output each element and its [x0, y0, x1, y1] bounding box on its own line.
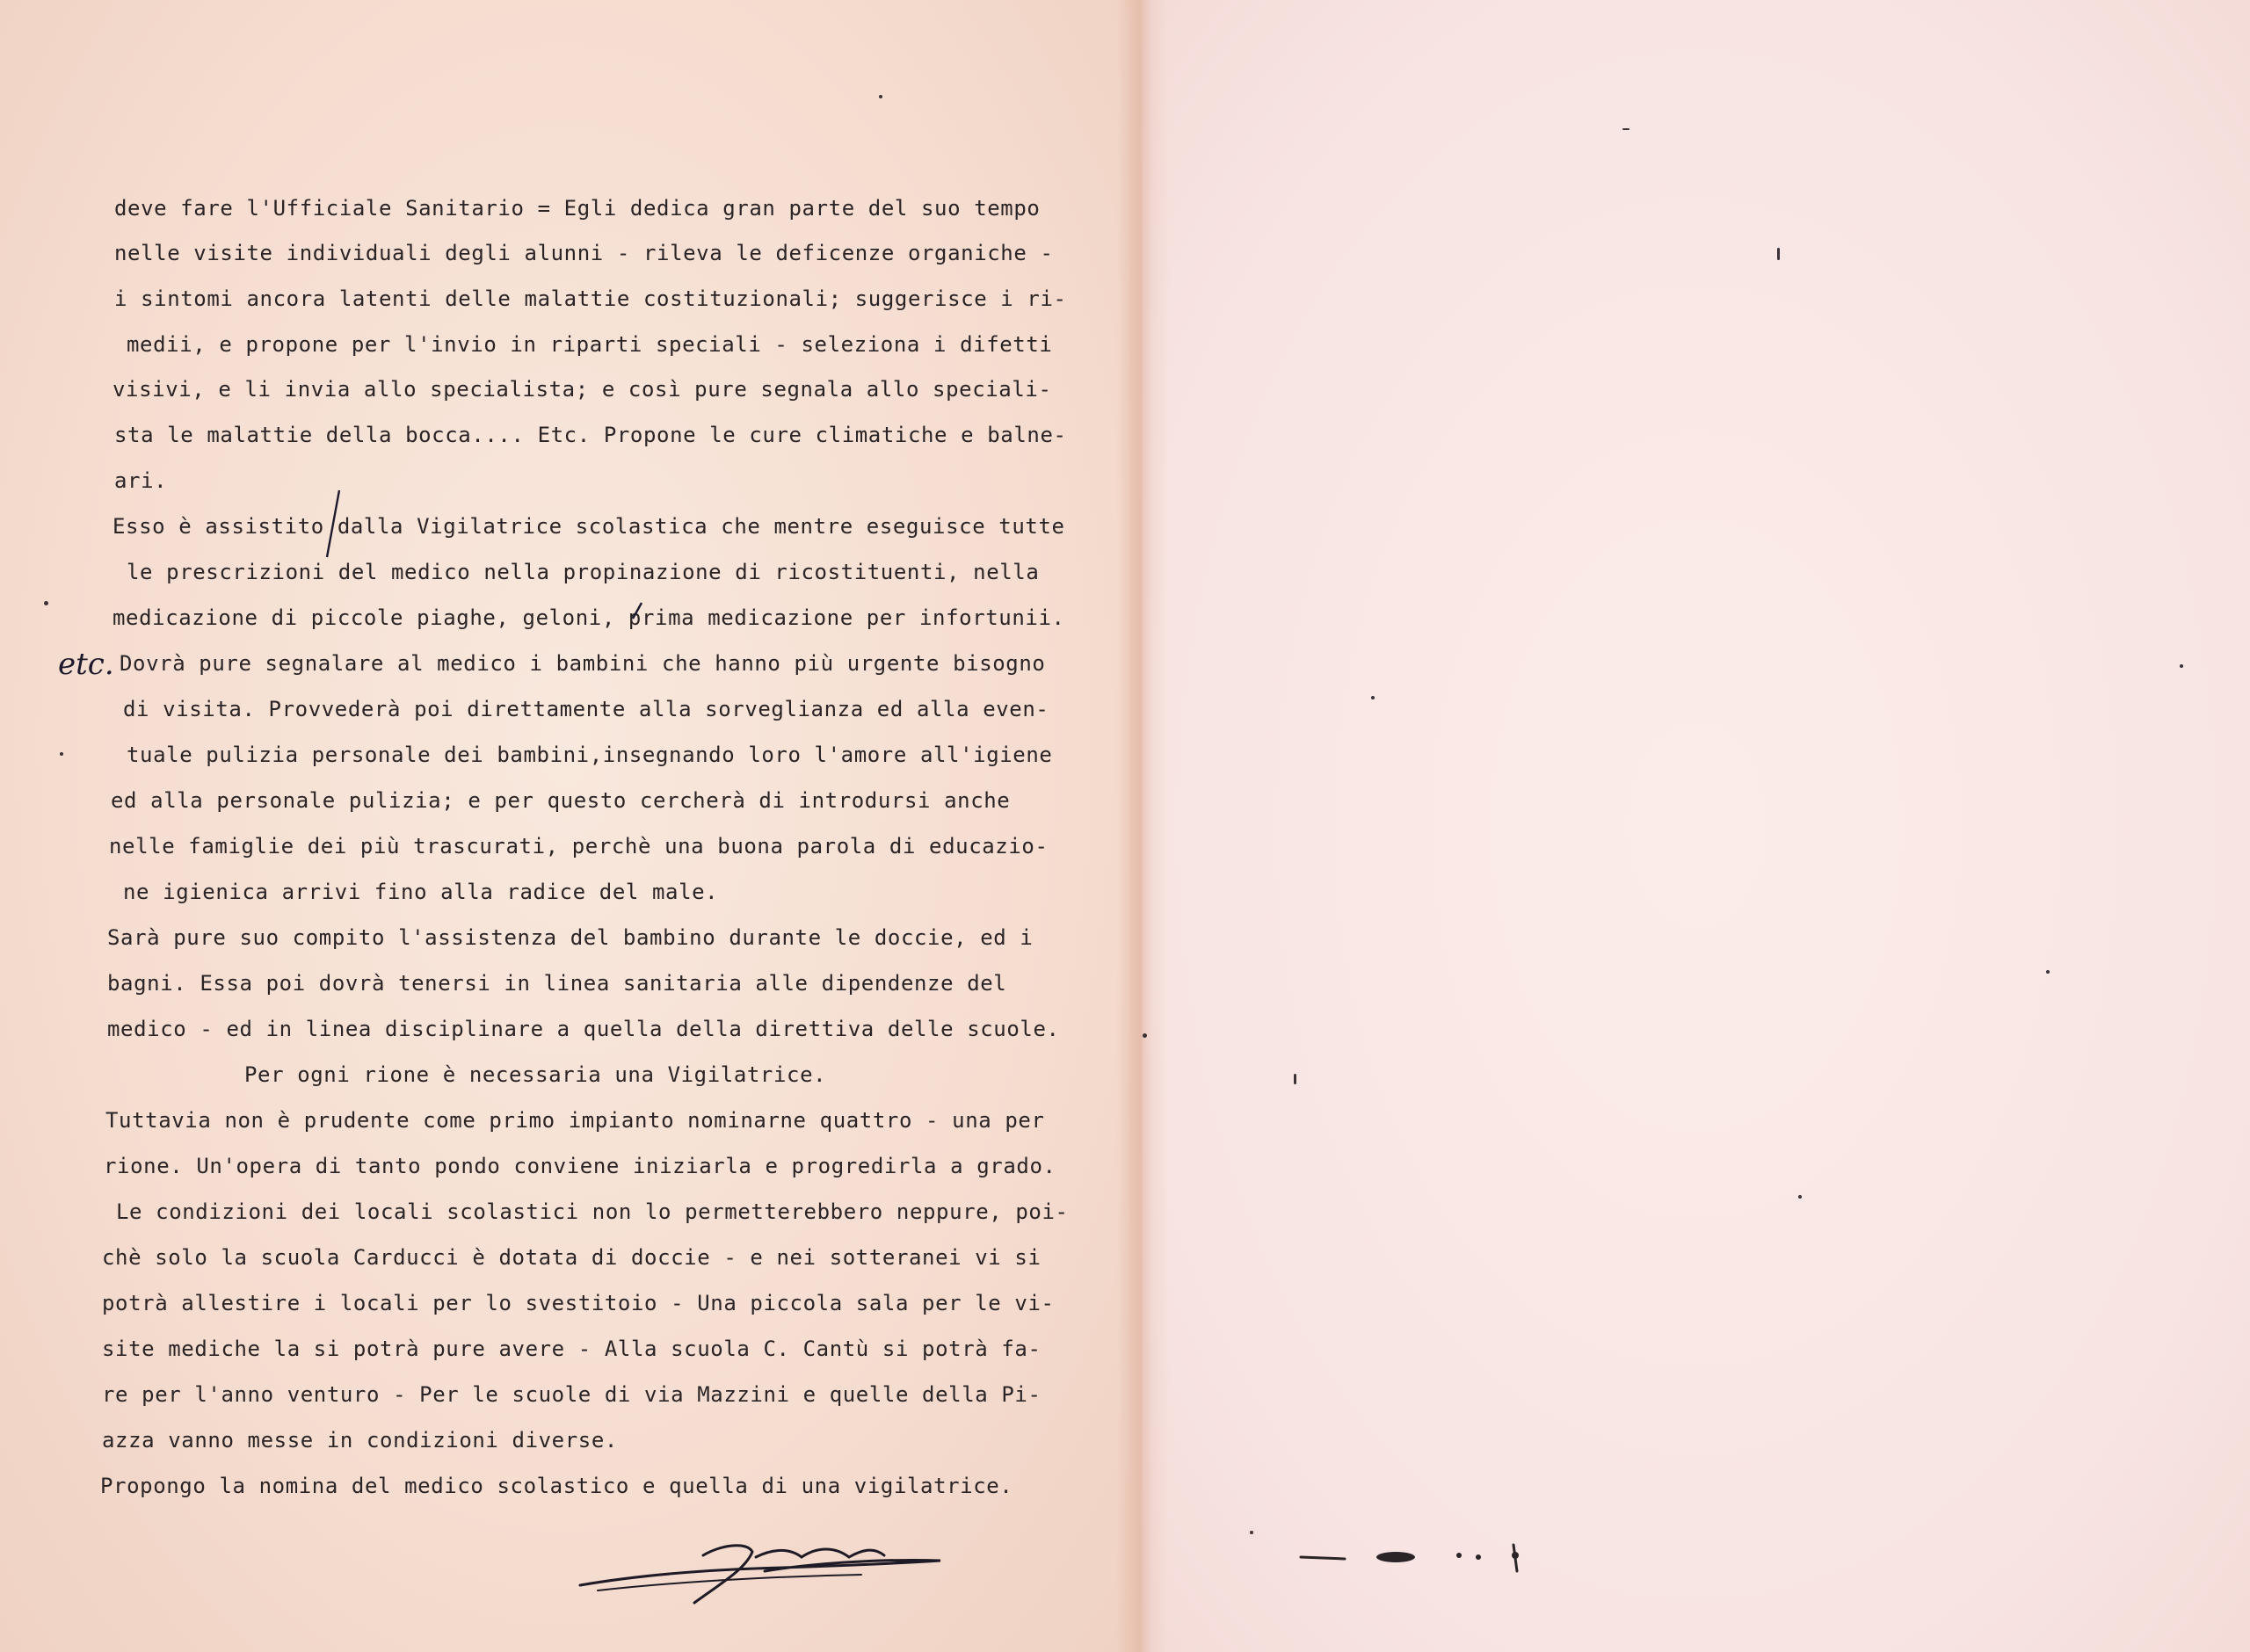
text-line: le prescrizioni del medico nella propinazione di ricostituenti, nella — [127, 560, 1040, 584]
text-line: medicazione di piccole piaghe, geloni, prima medicazione per infortunii. — [112, 605, 1065, 630]
paper-speck — [2046, 970, 2050, 974]
text-line: medii, e propone per l'invio in riparti speciali - seleziona i difetti — [127, 332, 1053, 357]
text-line: chè solo la scuola Carducci è dotata di doccie - e nei sotteranei vi si — [102, 1245, 1042, 1270]
paper-speck — [44, 601, 48, 605]
text-line: Per ogni rione è necessaria una Vigilatrice. — [244, 1062, 827, 1087]
text-line: site mediche la si potrà pure avere - Alla scuola C. Cantù si potrà fa- — [102, 1337, 1042, 1361]
text-line: sta le malattie della bocca.... Etc. Propone le cure climatiche e balne- — [114, 423, 1067, 447]
text-line: medico - ed in linea disciplinare a quella della direttiva delle scuole. — [107, 1017, 1060, 1041]
ink-smudge-icon — [1292, 1538, 1556, 1582]
text-line: rione. Un'opera di tanto pondo conviene iniziarla e progredirla a grado. — [104, 1154, 1056, 1178]
text-line: visivi, e li invia allo specialista; e così pure segnala allo speciali- — [112, 377, 1052, 402]
text-line: di visita. Provvederà poi direttamente alla sorveglianza ed alla even- — [123, 697, 1049, 721]
text-line: bagni. Essa poi dovrà tenersi in linea sanitaria alle dipendenze del — [107, 971, 1007, 996]
insertion-mark-icon — [320, 489, 346, 559]
right-page — [1143, 0, 2250, 1652]
text-line: nelle visite individuali degli alunni - rileva le deficenze organiche - — [114, 241, 1054, 265]
paper-speck — [1371, 696, 1375, 699]
text-line: i sintomi ancora latenti delle malattie costituzionali; suggerisce i ri- — [114, 286, 1067, 311]
accent-mark-icon — [629, 601, 647, 622]
paper-speck — [1294, 1074, 1296, 1084]
paper-speck — [1798, 1195, 1802, 1199]
text-line: ari. — [114, 468, 168, 493]
signature-icon — [571, 1520, 958, 1608]
text-line: Sarà pure suo compito l'assistenza del bambino durante le doccie, ed i — [107, 925, 1034, 950]
paper-speck — [879, 95, 882, 98]
paper-speck — [1622, 128, 1629, 130]
text-line: Le condizioni dei locali scolastici non lo permetterebbero neppure, poi- — [116, 1199, 1069, 1224]
paper-speck — [2180, 664, 2183, 668]
text-line: Tuttavia non è prudente come primo impianto nominarne quattro - una per — [105, 1108, 1045, 1133]
text-line: Dovrà pure segnalare al medico i bambini che hanno più urgente bisogno — [120, 651, 1046, 676]
text-line: tuale pulizia personale dei bambini,insegnando loro l'amore all'igiene — [127, 743, 1053, 767]
text-line: azza vanno messe in condizioni diverse. — [102, 1428, 618, 1453]
book-gutter — [1116, 0, 1169, 1652]
paper-speck — [1777, 248, 1780, 260]
handwritten-margin-note: etc. — [58, 647, 114, 682]
text-line: nelle famiglie dei più trascurati, perchè una buona parola di educazio- — [109, 834, 1049, 859]
paper-speck — [60, 752, 63, 756]
paper-speck — [1250, 1531, 1253, 1534]
text-line: re per l'anno venturo - Per le scuole di via Mazzini e quelle della Pi- — [102, 1382, 1042, 1407]
text-line: potrà allestire i locali per lo svestitoio - Una piccola sala per le vi- — [102, 1291, 1055, 1315]
text-line: Propongo la nomina del medico scolastico e quella di una vigilatrice. — [100, 1474, 1013, 1498]
text-line: ed alla personale pulizia; e per questo cercherà di introdursi anche — [111, 788, 1011, 813]
text-line: deve fare l'Ufficiale Sanitario = Egli dedica gran parte del suo tempo — [114, 196, 1041, 221]
text-line: ne igienica arrivi fino alla radice del male. — [123, 880, 719, 904]
text-line: Esso è assistito dalla Vigilatrice scolastica che mentre eseguisce tutte — [112, 514, 1065, 539]
paper-speck — [1143, 1033, 1147, 1038]
